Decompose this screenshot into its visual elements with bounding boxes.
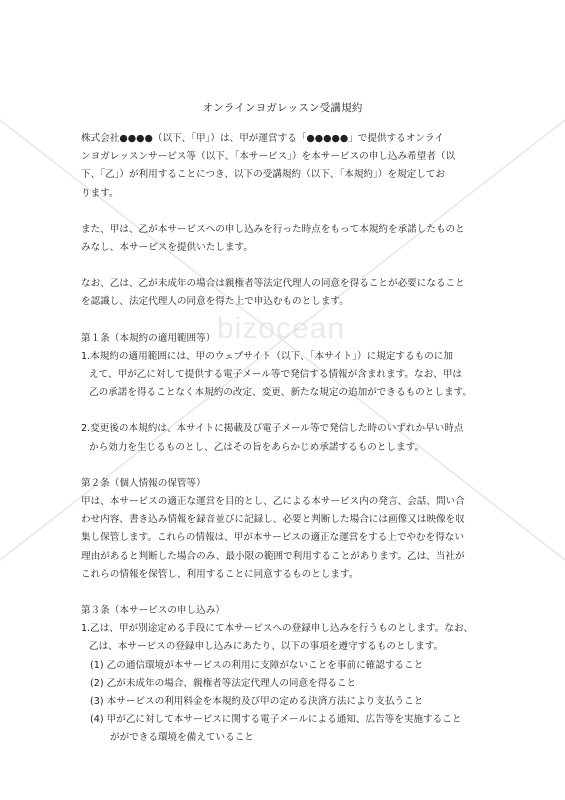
document-body	[81, 130, 486, 748]
para2-line: みなし、本サービスを提供いたします。	[81, 242, 253, 254]
article1-item2-line: から効力を生じるものとし、乙はその旨をあらかじめ承諾するものとします。	[89, 441, 425, 453]
article1-item1-line: 1.本規約の適用範囲には、甲のウェブサイト（以下、「本サイト」）に規定するものに加	[81, 350, 453, 362]
article3-heading: 第３条（本サービスの申し込み）	[81, 605, 225, 617]
article2-line: 理由があると判断した場合のみ、最小限の範囲で利用することがあります。乙は、当社が	[81, 550, 465, 562]
article3-sub4-line: (4) 甲が乙に対して本サービスに関する電子メールによる通知、広告等を実施すること	[90, 714, 462, 726]
article3-sub4-line: がができる環境を備えていること	[110, 732, 254, 744]
para2-line: また、甲は、乙が本サービスへの申し込みを行った時点をもって本規約を承諾したものと	[81, 223, 465, 235]
intro-line: 株式会社●●●●（以下、「甲」）は、甲が運営する「●●●●●」で提供するオンライ	[81, 133, 444, 144]
intro-line: ンヨガレッスンサービス等（以下、「本サービス」）を本サービスの申し込み希望者（以	[81, 151, 456, 163]
para3-line: を認識し、法定代理人の同意を得た上で申込むものとします。	[81, 296, 349, 308]
article3-item1-line: 乙は、本サービスの登録申し込みにあたり、以下の事項を遵守するものとします。	[89, 641, 444, 653]
article1-item1-line: 乙の承諾を得ることなく本規約の改定、変更、新たな規定の追加ができるものとします。	[89, 387, 472, 399]
article1-item1-line: えて、甲が乙に対して提供する電子メール等で発信する情報が含まれます。なお、甲は	[89, 369, 463, 381]
intro-line: 下、「乙」）が利用することにつき、以下の受講規約（以下、「本規約」）を規定してお	[81, 169, 445, 181]
article2-heading: 第２条（個人情報の保管等）	[81, 477, 206, 489]
watermark-text: bizocean	[216, 312, 346, 345]
article2-line: わせ内容、書き込み情報を録音並びに記録し、必要と判断した場合には画像又は映像を収	[81, 514, 465, 526]
intro-line: ります。	[81, 187, 119, 199]
article1-item2-line: 2.変更後の本規約は、本サイトに掲載及び電子メール等で発信した時のいずれか早い時点	[81, 423, 464, 435]
article3-sub3: (3) 本サービスの利用料金を本規約及び甲の定める決済方法により支払うこと	[90, 696, 424, 708]
para3-line: なお、乙は、乙が未成年の場合は親権者等法定代理人の同意を得ることが必要になること	[81, 278, 465, 290]
article2-line: 甲は、本サービスの適正な運営を目的とし、乙による本サービス内の発言、会話、問い合	[81, 496, 465, 508]
article3-sub2: (2) 乙が未成年の場合、親権者等法定代理人の同意を得ること	[90, 677, 357, 689]
document-title: オンラインヨガレッスン受講規約	[202, 102, 363, 114]
article1-heading: 第１条（本規約の適用範囲等）	[81, 332, 216, 344]
article2-line: 集し保管します。これらの情報は、甲が本サービスの適正な運営をする上でやむを得ない	[81, 532, 464, 544]
article3-sub1: (1) 乙の通信環境が本サービスの利用に支障がないことを事前に確認すること	[90, 659, 424, 671]
article3-item1-line: 1.乙は、甲が別途定める手段にて本サービスへの登録申し込みを行うものとします。なお、	[81, 623, 474, 635]
article2-line: これらの情報を保管し、利用することに同意するものとします。	[81, 568, 359, 580]
